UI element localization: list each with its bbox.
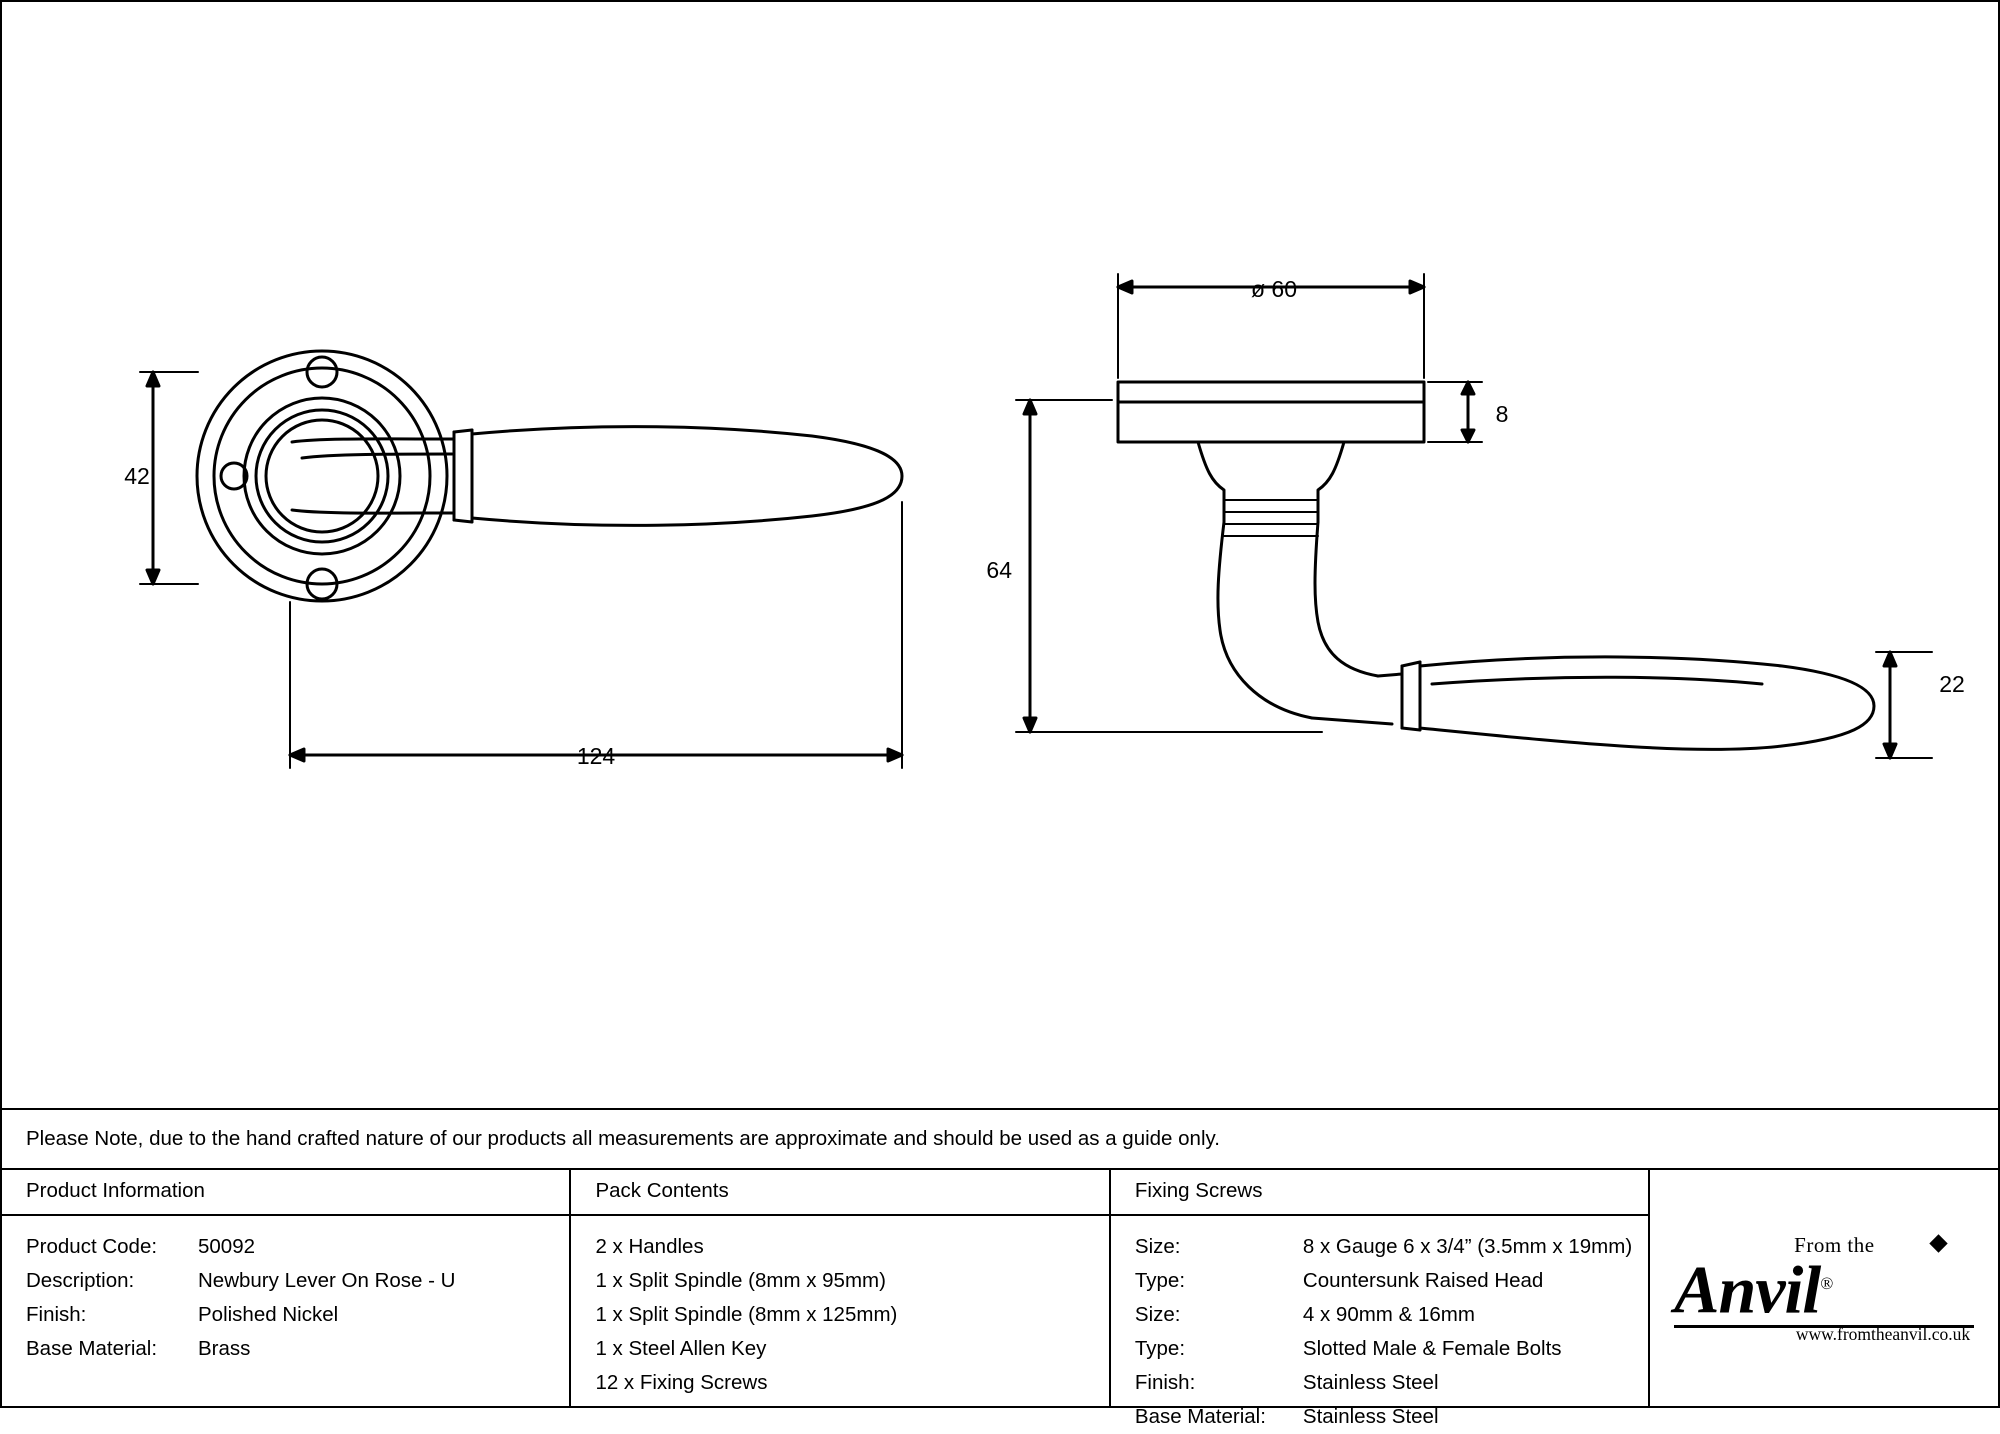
dim-8-arrow-top <box>1462 382 1474 394</box>
fixing-screw-row <box>1135 1400 1648 1434</box>
description-label: Description: <box>26 1269 135 1292</box>
pack-contents-column <box>571 1168 1110 1406</box>
list-item: 1 x Split Spindle (8mm x 125mm) <box>595 1303 898 1326</box>
registered-mark-icon: ® <box>1820 1274 1833 1294</box>
screw-size-label: Size: <box>1134 1235 1181 1258</box>
product-information-heading: Product Information <box>2 1168 569 1216</box>
dim-42-arrow-top <box>147 372 159 386</box>
dim-64-arrow-top <box>1024 400 1036 414</box>
bolt-size-label: Size: <box>1134 1303 1181 1326</box>
logo-anvil-text: Anvil® <box>1674 1251 1833 1328</box>
rose-ring-3 <box>266 420 378 532</box>
screw-type-value: Countersunk Raised Head <box>1302 1269 1544 1292</box>
brand-logo-wrap <box>1650 1168 1998 1406</box>
lever-side-bottom-start <box>1312 718 1392 724</box>
list-item: 12 x Fixing Screws <box>595 1371 768 1394</box>
finish-label: Finish: <box>26 1303 87 1326</box>
bolt-type-label: Type: <box>1134 1337 1186 1360</box>
fixing-screw-row <box>1135 1298 1648 1332</box>
lever-side-body-outline <box>1420 657 1874 749</box>
lever-side-top-start <box>1378 674 1402 676</box>
fixing-screws-column <box>1111 1168 1650 1428</box>
product-info-row <box>26 1332 569 1366</box>
list-item: 1 x Steel Allen Key <box>595 1337 767 1360</box>
technical-drawing-svg <box>2 2 1998 1108</box>
base-material-label: Base Material: <box>26 1337 158 1360</box>
product-info-row <box>26 1264 569 1298</box>
product-information-body <box>2 1216 569 1366</box>
shank-outer-curve <box>1218 522 1312 718</box>
product-info-row <box>26 1298 569 1332</box>
logo-from-the-text: From the <box>1794 1233 1875 1258</box>
info-table <box>0 1168 2000 1428</box>
dim-label-dia60: ø 60 <box>1250 276 1298 302</box>
list-item: 1 x Split Spindle (8mm x 95mm) <box>595 1269 886 1292</box>
lever-side-detail-line <box>1432 677 1762 684</box>
side-collar-top <box>1402 662 1420 666</box>
dim-22-arrow-top <box>1884 652 1896 666</box>
fixing-screw-row <box>1135 1264 1648 1298</box>
dim-22-arrow-bottom <box>1884 744 1896 758</box>
boss-right-profile <box>1318 442 1344 522</box>
dim-label-42: 42 <box>124 463 150 489</box>
screw-base-material-value: Stainless Steel <box>1302 1405 1439 1428</box>
logo-url: www.fromtheanvil.co.uk <box>1795 1323 1971 1344</box>
product-code-value: 50092 <box>198 1235 256 1258</box>
side-collar-bottom <box>1402 728 1420 730</box>
lever-collar-top <box>454 430 472 432</box>
lever-body-outline <box>472 427 902 526</box>
fixing-screws-heading: Fixing Screws <box>1111 1168 1648 1216</box>
pack-contents-body <box>571 1216 1108 1400</box>
fixing-screws-body <box>1111 1216 1648 1434</box>
boss-left-profile <box>1198 442 1224 522</box>
screw-finish-label: Finish: <box>1134 1371 1196 1394</box>
dim-124-arrow-left <box>290 749 304 761</box>
dim-42-arrow-bottom <box>147 570 159 584</box>
list-item: 2 x Handles <box>595 1235 704 1258</box>
measurement-note <box>0 1108 2000 1170</box>
dim-label-22: 22 <box>1939 671 1965 697</box>
product-code-label: Product Code: <box>26 1235 158 1258</box>
dim-8-arrow-bottom <box>1462 430 1474 442</box>
from-the-anvil-logo <box>1674 1229 1974 1345</box>
rose-plate-side <box>1118 382 1424 442</box>
dim-label-8: 8 <box>1495 401 1509 427</box>
bolt-type-value: Slotted Male & Female Bolts <box>1302 1337 1562 1360</box>
product-info-row <box>26 1230 569 1264</box>
bolt-size-value: 4 x 90mm & 16mm <box>1302 1303 1475 1326</box>
fixing-screw-row <box>1135 1332 1648 1366</box>
screw-type-label: Type: <box>1134 1269 1186 1292</box>
fixing-screw-row <box>1135 1230 1648 1264</box>
dim-dia60-arrow-left <box>1118 281 1132 293</box>
rose-fixing-hole-top <box>307 357 337 387</box>
dim-124-arrow-right <box>888 749 902 761</box>
measurement-note-text: Please Note, due to the hand crafted nature of our products all measurements are approximate and should be used as a guide only. <box>26 1127 1220 1150</box>
pack-contents-heading: Pack Contents <box>571 1168 1108 1216</box>
brand-logo-column <box>1650 1168 1998 1406</box>
shank-inner-curve <box>1315 522 1378 676</box>
lever-bottom-edge <box>292 510 454 513</box>
description-value: Newbury Lever On Rose - U <box>198 1269 456 1292</box>
lever-top-edge <box>292 439 454 442</box>
dim-dia60-arrow-right <box>1410 281 1424 293</box>
fixing-screw-row <box>1135 1366 1648 1400</box>
screw-finish-value: Stainless Steel <box>1302 1371 1439 1394</box>
rose-ring-2 <box>256 410 388 542</box>
finish-value: Polished Nickel <box>198 1303 339 1326</box>
screw-size-value: 8 x Gauge 6 x 3/4” (3.5mm x 19mm) <box>1302 1235 1633 1258</box>
lever-collar-bottom <box>454 520 472 522</box>
dim-label-124: 124 <box>576 743 616 769</box>
screw-base-material-label: Base Material: <box>1134 1405 1266 1428</box>
product-information-column <box>2 1168 571 1406</box>
dim-64-arrow-bottom <box>1024 718 1036 732</box>
base-material-value: Brass <box>198 1337 251 1360</box>
dim-label-64: 64 <box>986 557 1012 583</box>
